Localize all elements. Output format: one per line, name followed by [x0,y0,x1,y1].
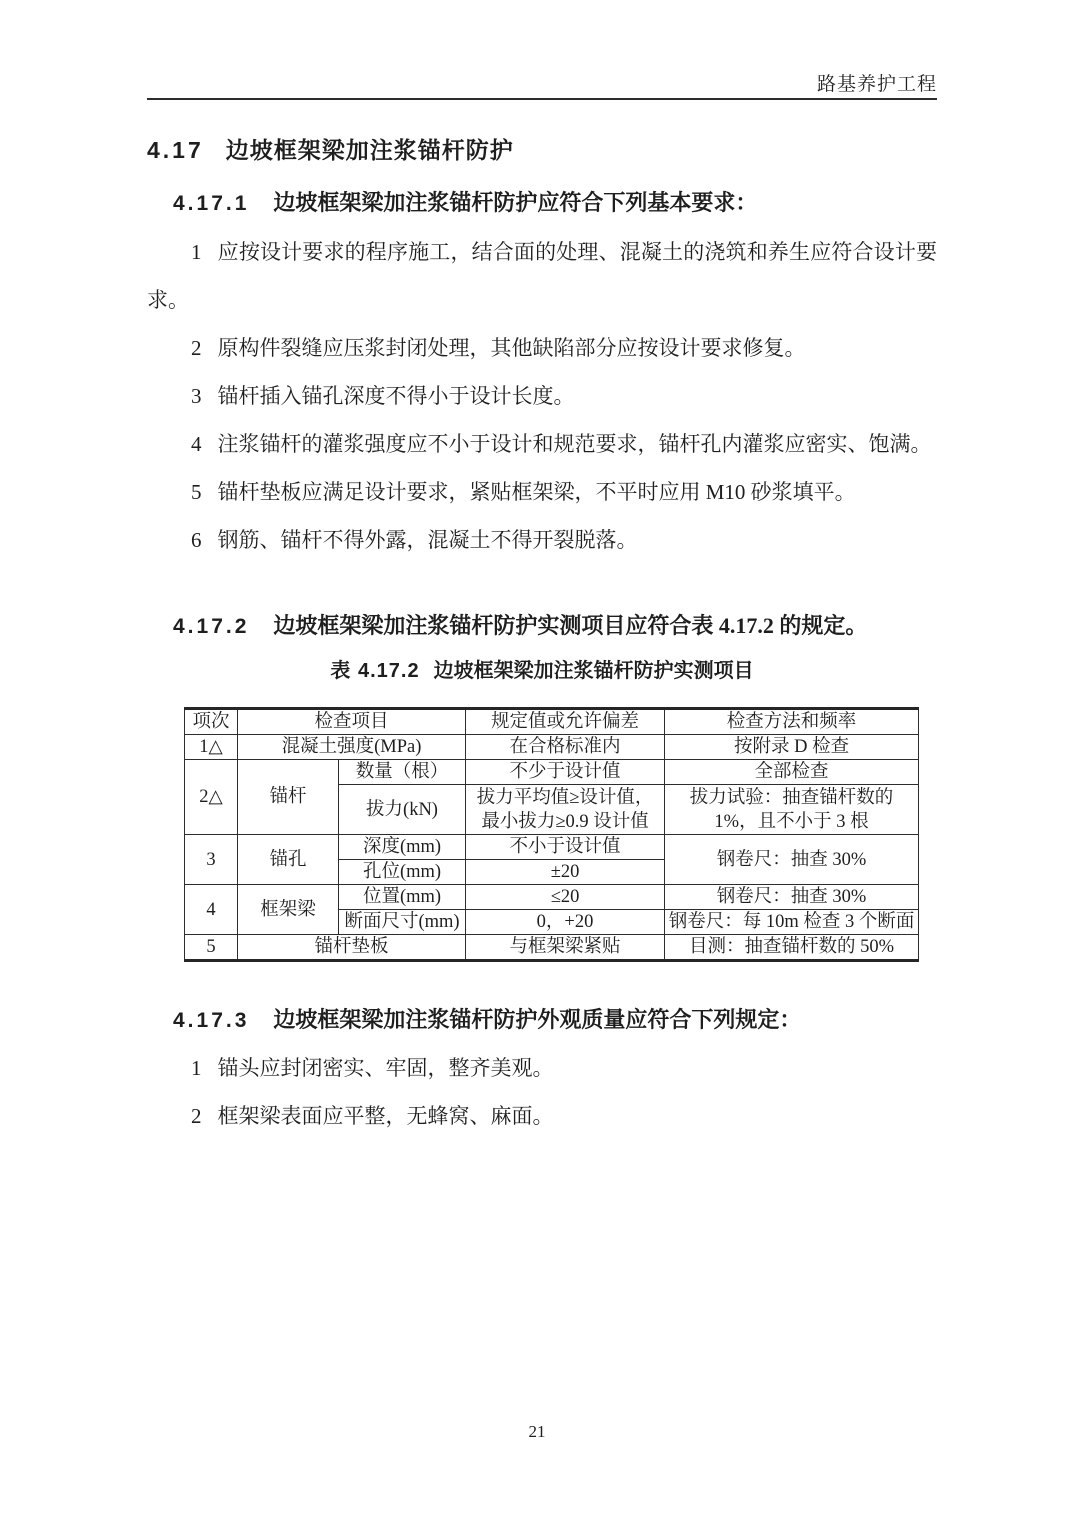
cell-r5-spec: 与框架梁紧贴 [466,935,665,961]
item-number: 1 [191,1056,202,1080]
col-header-method: 检查方法和频率 [665,709,919,735]
cell-r3a-spec: 不小于设计值 [466,835,665,860]
table-caption-text: 边坡框架梁加注浆锚杆防护实测项目 [433,660,754,682]
clause-heading-4172 [147,612,937,640]
table-header-row [185,709,919,735]
list-item [147,1092,937,1140]
clause-4173-items [147,1044,937,1140]
table-row [185,885,919,910]
chapter-heading [147,136,937,164]
cell-r1-item: 混凝土强度(MPa) [238,735,466,760]
clause-title-4172: 边坡框架梁加注浆锚杆防护实测项目应符合表 4.17.2 的规定。 [273,613,868,638]
table-row [185,835,919,860]
col-header-no: 项次 [185,709,238,735]
cell-r3-method: 钢卷尺：抽查 30% [665,835,919,885]
cell-r1-method: 按附录 D 检查 [665,735,919,760]
item-text: 框架梁表面应平整，无蜂窝、麻面。 [217,1104,554,1128]
page-content [147,0,937,1140]
clause-heading-4171 [147,189,937,217]
list-item [147,228,937,324]
list-item [147,372,937,420]
table-caption [147,659,937,683]
list-item [147,468,937,516]
item-text: 锚杆插入锚孔深度不得小于设计长度。 [217,384,575,408]
list-item [147,1044,937,1092]
chapter-title: 边坡框架梁加注浆锚杆防护 [225,137,514,163]
cell-r5-item: 锚杆垫板 [238,935,466,961]
cell-r1-spec: 在合格标准内 [466,735,665,760]
cell-r2a-item: 数量（根） [339,760,466,785]
item-text: 注浆锚杆的灌浆强度应不小于设计和规范要求，锚杆孔内灌浆应密实、饱满。 [217,432,932,456]
clause-number-4172: 4.17.2 [173,615,250,638]
clause-4171-items [147,228,937,564]
item-number: 1 [191,240,202,264]
cell-r2b-spec: 拔力平均值≥设计值，最小拔力≥0.9 设计值 [466,785,665,835]
cell-r1-no: 1△ [185,735,238,760]
item-text: 锚杆垫板应满足设计要求，紧贴框架梁，不平时应用 M10 砂浆填平。 [217,480,856,504]
cell-r2b-item: 拔力(kN) [339,785,466,835]
table-row [185,735,919,760]
chapter-number: 4.17 [147,137,204,163]
item-number: 2 [191,336,202,360]
cell-r4a-method: 钢卷尺：抽查 30% [665,885,919,910]
item-number: 3 [191,384,202,408]
table-row [185,935,919,961]
clause-number-4173: 4.17.3 [173,1009,250,1032]
cell-r4b-item: 断面尺寸(mm) [339,910,466,935]
cell-r3b-item: 孔位(mm) [339,860,466,885]
cell-r3-category: 锚孔 [238,835,339,885]
item-number: 4 [191,432,202,456]
table-caption-label: 表 4.17.2 [330,660,420,682]
item-text: 应按设计要求的程序施工，结合面的处理、混凝土的浇筑和养生应符合设计要求。 [147,240,937,312]
cell-r4b-spec: 0，+20 [466,910,665,935]
cell-r2-category: 锚杆 [238,760,339,835]
clause-number-4171: 4.17.1 [173,192,250,215]
measured-items-table [184,707,919,962]
running-head: 路基养护工程 [147,0,937,100]
cell-r3a-item: 深度(mm) [339,835,466,860]
col-header-spec: 规定值或允许偏差 [466,709,665,735]
cell-r4b-method: 钢卷尺：每 10m 检查 3 个断面 [665,910,919,935]
cell-r2b-method: 拔力试验：抽查锚杆数的 1%，且不小于 3 根 [665,785,919,835]
clause-title-4173: 边坡框架梁加注浆锚杆防护外观质量应符合下列规定： [273,1007,802,1032]
list-item [147,420,937,468]
clause-heading-4173 [147,1006,937,1034]
item-text: 原构件裂缝应压浆封闭处理，其他缺陷部分应按设计要求修复。 [217,336,806,360]
item-number: 5 [191,480,202,504]
table-row [185,760,919,785]
cell-r4-no: 4 [185,885,238,935]
page-number: 21 [528,1422,546,1441]
clause-title-4171: 边坡框架梁加注浆锚杆防护应符合下列基本要求： [273,190,758,215]
item-number: 2 [191,1104,202,1128]
cell-r4a-item: 位置(mm) [339,885,466,910]
item-text: 锚头应封闭密实、牢固，整齐美观。 [217,1056,554,1080]
cell-r5-method: 目测：抽查锚杆数的 50% [665,935,919,961]
cell-r5-no: 5 [185,935,238,961]
cell-r2-no: 2△ [185,760,238,835]
cell-r4-category: 框架梁 [238,885,339,935]
item-text: 钢筋、锚杆不得外露，混凝土不得开裂脱落。 [217,528,638,552]
cell-r3b-spec: ±20 [466,860,665,885]
cell-r2a-method: 全部检查 [665,760,919,785]
cell-r3-no: 3 [185,835,238,885]
cell-r4a-spec: ≤20 [466,885,665,910]
list-item [147,324,937,372]
col-header-item: 检查项目 [238,709,466,735]
item-number: 6 [191,528,202,552]
list-item [147,516,937,564]
cell-r2a-spec: 不少于设计值 [466,760,665,785]
